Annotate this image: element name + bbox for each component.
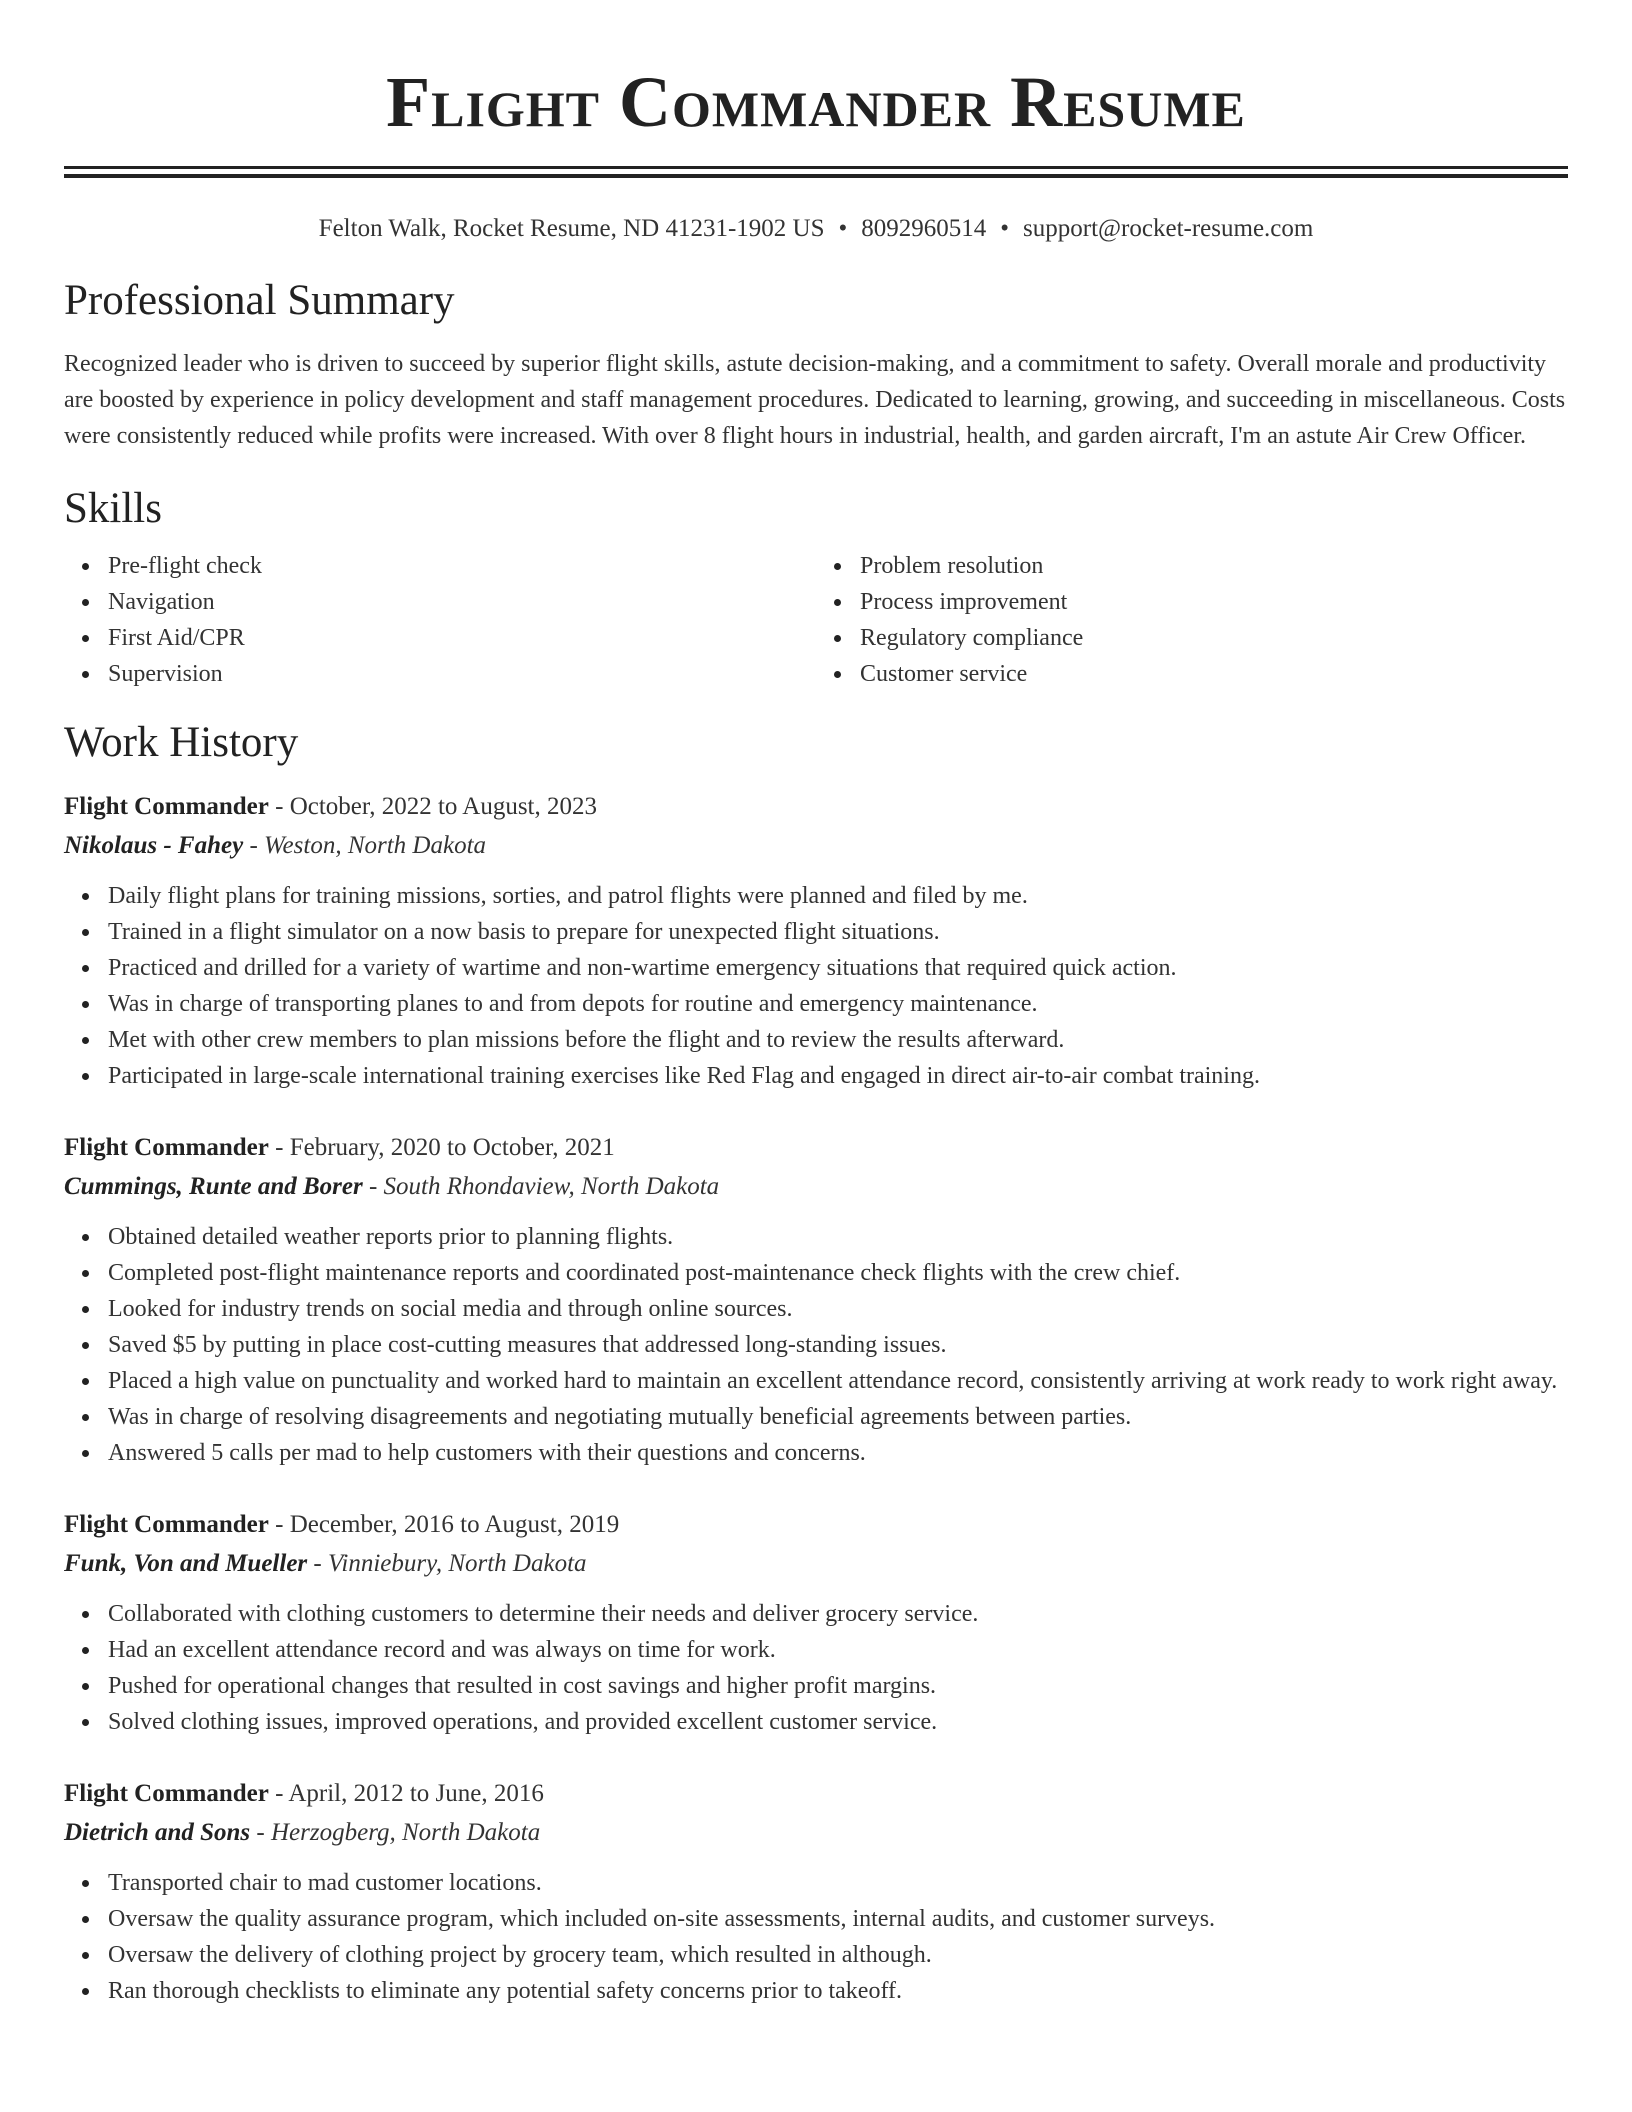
job-dash: - bbox=[362, 1173, 384, 1200]
job-dash: - bbox=[250, 1819, 271, 1846]
contact-email: support@rocket-resume.com bbox=[1023, 215, 1314, 242]
job-bullets bbox=[64, 1219, 1568, 1471]
summary-text: Recognized leader who is driven to succeed by superior flight skills, astute decision-making, and a commitment to safety. Overall morale and productivity are boosted by experience in policy development and staff management procedures. Dedicated to learning, growing, and succeeding in miscellaneous. Costs were consistently reduced while profits were increased. With over 8 flight hours in industrial, health, and garden aircraft, I'm an astute Air Crew Officer. bbox=[64, 351, 1566, 449]
job-bullet: Transported chair to mad customer locations. bbox=[108, 1865, 1568, 1901]
job-title: Flight Commander bbox=[64, 793, 269, 820]
job-bullet: Trained in a flight simulator on a now basis to prepare for unexpected flight situations. bbox=[108, 914, 1568, 950]
skills-column-left bbox=[64, 548, 816, 692]
job-bullet: Completed post-flight maintenance reports and coordinated post-maintenance check flights with the crew chief. bbox=[108, 1255, 1568, 1291]
job-bullet: Oversaw the delivery of clothing project by grocery team, which resulted in although. bbox=[108, 1937, 1568, 1973]
job-location: Herzogberg, North Dakota bbox=[271, 1819, 541, 1846]
job-dates: December, 2016 to August, 2019 bbox=[289, 1511, 620, 1538]
job-bullet: Collaborated with clothing customers to determine their needs and deliver grocery service. bbox=[108, 1596, 1568, 1632]
job-dash: - bbox=[268, 1511, 290, 1538]
job-dash: - bbox=[268, 1780, 289, 1807]
job-company: Dietrich and Sons bbox=[64, 1819, 251, 1846]
contact-address: Felton Walk, Rocket Resume, ND 41231-1902 US bbox=[318, 215, 825, 242]
job-title: Flight Commander bbox=[64, 1780, 269, 1807]
job-company: Funk, Von and Mueller bbox=[64, 1550, 308, 1577]
job-header bbox=[64, 1774, 1568, 1813]
job-header bbox=[64, 1505, 1568, 1544]
job-bullet: Oversaw the quality assurance program, which included on-site assessments, internal audits, and customer surveys. bbox=[108, 1901, 1568, 1937]
job-bullet: Practiced and drilled for a variety of wartime and non-wartime emergency situations that required quick action. bbox=[108, 950, 1568, 986]
skills-column-right bbox=[816, 548, 1568, 692]
job-bullet: Solved clothing issues, improved operations, and provided excellent customer service. bbox=[108, 1704, 1568, 1740]
job-company-line bbox=[64, 826, 1568, 865]
job-dash: - bbox=[243, 832, 265, 859]
job-bullet: Pushed for operational changes that resulted in cost savings and higher profit margins. bbox=[108, 1668, 1568, 1704]
job-header bbox=[64, 787, 1568, 826]
job-company: Cummings, Runte and Borer bbox=[64, 1173, 363, 1200]
job-bullet: Saved $5 by putting in place cost-cutting measures that addressed long-standing issues. bbox=[108, 1327, 1568, 1363]
skill-item: Regulatory compliance bbox=[860, 620, 1568, 656]
job-location: South Rhondaview, North Dakota bbox=[383, 1173, 720, 1200]
skill-item: Pre-flight check bbox=[108, 548, 816, 584]
job-entry bbox=[64, 787, 1568, 1094]
job-dash: - bbox=[268, 1134, 290, 1161]
job-bullet: Ran thorough checklists to eliminate any potential safety concerns prior to takeoff. bbox=[108, 1973, 1568, 2009]
job-bullets bbox=[64, 1865, 1568, 2009]
resume-title: Flight Commander Resume bbox=[386, 62, 1246, 142]
job-company-line bbox=[64, 1813, 1568, 1852]
job-entry bbox=[64, 1505, 1568, 1740]
job-bullet: Had an excellent attendance record and was always on time for work. bbox=[108, 1632, 1568, 1668]
job-dash: - bbox=[307, 1550, 328, 1577]
skill-item: Process improvement bbox=[860, 584, 1568, 620]
job-location: Weston, North Dakota bbox=[264, 832, 487, 859]
job-bullet: Participated in large-scale international training exercises like Red Flag and engaged in direct air-to-air combat training. bbox=[108, 1058, 1568, 1094]
job-title: Flight Commander bbox=[64, 1511, 269, 1538]
skills-list bbox=[64, 548, 1568, 692]
contact-phone: 8092960514 bbox=[861, 215, 987, 242]
job-title: Flight Commander bbox=[64, 1134, 269, 1161]
job-bullet: Placed a high value on punctuality and worked hard to maintain an excellent attendance record, consistently arriving at work ready to work right away. bbox=[108, 1363, 1568, 1399]
job-bullet: Obtained detailed weather reports prior to planning flights. bbox=[108, 1219, 1568, 1255]
title-divider-top bbox=[64, 166, 1568, 169]
job-bullet: Daily flight plans for training missions, sorties, and patrol flights were planned and filed by me. bbox=[108, 878, 1568, 914]
title-divider-bottom bbox=[64, 174, 1568, 178]
skill-item: First Aid/CPR bbox=[108, 620, 816, 656]
skill-item: Navigation bbox=[108, 584, 816, 620]
job-bullet: Was in charge of resolving disagreements and negotiating mutually beneficial agreements between parties. bbox=[108, 1399, 1568, 1435]
job-company-line bbox=[64, 1167, 1568, 1206]
contact-line bbox=[64, 212, 1568, 246]
job-bullet: Answered 5 calls per mad to help customers with their questions and concerns. bbox=[108, 1435, 1568, 1471]
skill-item: Customer service bbox=[860, 656, 1568, 692]
job-dates: April, 2012 to June, 2016 bbox=[288, 1780, 544, 1807]
job-company: Nikolaus - Fahey bbox=[64, 832, 244, 859]
job-entry bbox=[64, 1774, 1568, 2009]
contact-separator: • bbox=[1000, 215, 1010, 242]
job-dates: February, 2020 to October, 2021 bbox=[289, 1134, 615, 1161]
skills-heading: Skills bbox=[64, 485, 162, 532]
job-dash: - bbox=[268, 793, 290, 820]
job-bullet: Met with other crew members to plan missions before the flight and to review the results afterward. bbox=[108, 1022, 1568, 1058]
job-bullets bbox=[64, 878, 1568, 1094]
skill-item: Problem resolution bbox=[860, 548, 1568, 584]
job-bullet: Was in charge of transporting planes to and from depots for routine and emergency maintenance. bbox=[108, 986, 1568, 1022]
work-history-heading: Work History bbox=[64, 719, 299, 766]
job-dates: October, 2022 to August, 2023 bbox=[289, 793, 597, 820]
job-header bbox=[64, 1128, 1568, 1167]
summary-heading: Professional Summary bbox=[64, 277, 455, 324]
skill-item: Supervision bbox=[108, 656, 816, 692]
job-bullet: Looked for industry trends on social media and through online sources. bbox=[108, 1291, 1568, 1327]
job-entry bbox=[64, 1128, 1568, 1471]
job-company-line bbox=[64, 1544, 1568, 1583]
job-bullets bbox=[64, 1596, 1568, 1740]
contact-separator: • bbox=[838, 215, 848, 242]
job-location: Vinniebury, North Dakota bbox=[327, 1550, 587, 1577]
